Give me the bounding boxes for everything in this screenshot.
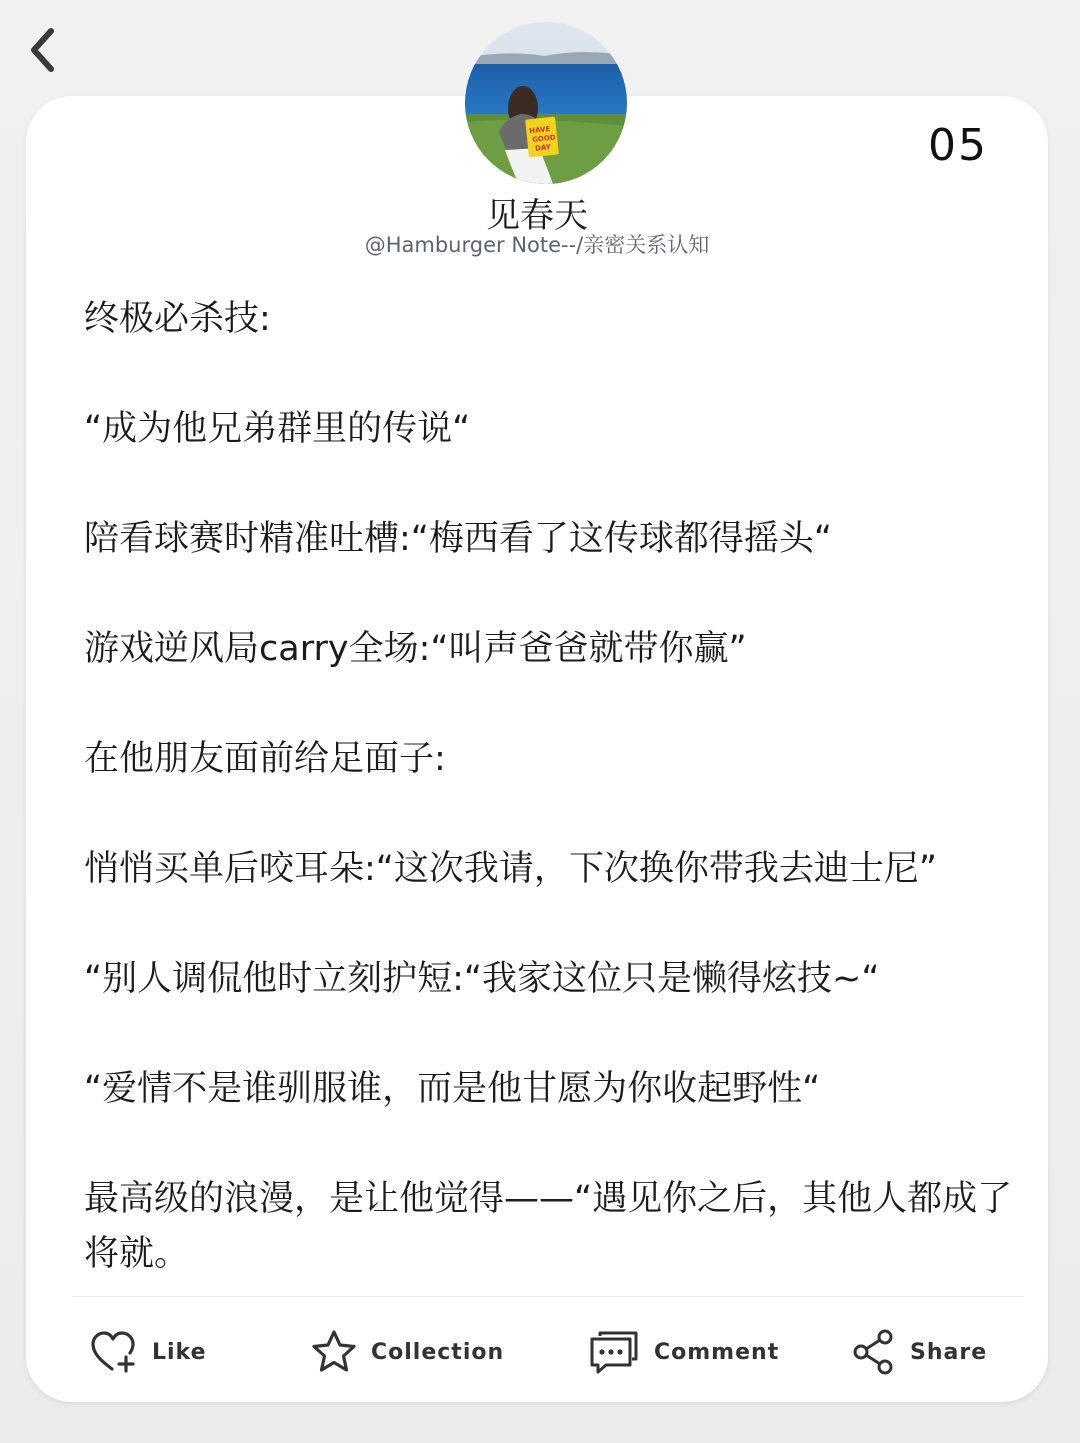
paragraph: 终极必杀技: [84, 299, 271, 339]
heart-plus-icon [90, 1330, 138, 1374]
share-icon [852, 1328, 896, 1376]
collection-label: Collection [371, 1339, 505, 1365]
bag-text: HAVE [528, 125, 551, 136]
paragraph: 游戏逆风局carry全场:“叫声爸爸就带你赢” [84, 629, 747, 669]
avatar-photo [465, 22, 627, 184]
comment-button[interactable] [588, 1322, 779, 1382]
chevron-left-icon [25, 25, 59, 75]
paragraph: 陪看球赛时精准吐槽:“梅西看了这传球都得摇头“ [84, 519, 833, 559]
author-name[interactable]: 见春天 [486, 196, 588, 236]
author-handle[interactable]: @Hamburger Note--/亲密关系认知 [364, 233, 710, 257]
page-number: 05 [928, 120, 988, 171]
paragraph: “别人调侃他时立刻护短:“我家这位只是懒得炫技~“ [84, 959, 880, 999]
paragraph: 最高级的浪漫，是让他觉得——“遇见你之后，其他人都成了将就。 [84, 1179, 1013, 1274]
comment-icon [588, 1329, 640, 1375]
paragraph: “爱情不是谁驯服谁，而是他甘愿为你收起野性“ [84, 1069, 821, 1109]
like-button[interactable] [90, 1322, 207, 1382]
paragraph: 在他朋友面前给足面子: [84, 739, 446, 779]
action-bar [26, 1322, 1048, 1382]
like-label: Like [152, 1339, 207, 1365]
paragraph: “成为他兄弟群里的传说“ [84, 409, 471, 449]
back-button[interactable] [18, 22, 66, 78]
share-label: Share [910, 1339, 988, 1365]
collection-button[interactable] [311, 1322, 504, 1382]
comment-label: Comment [654, 1339, 780, 1365]
bag-text: DAY [534, 143, 552, 153]
divider [72, 1296, 1024, 1297]
star-icon [311, 1329, 357, 1375]
paragraph: 悄悄买单后咬耳朵:“这次我请，下次换你带我去迪士尼” [84, 849, 938, 889]
post-card [26, 96, 1048, 1402]
bag-text: GOOD [531, 133, 557, 145]
avatar[interactable] [465, 22, 627, 184]
post-content [84, 292, 1014, 1337]
share-button[interactable] [852, 1322, 987, 1382]
